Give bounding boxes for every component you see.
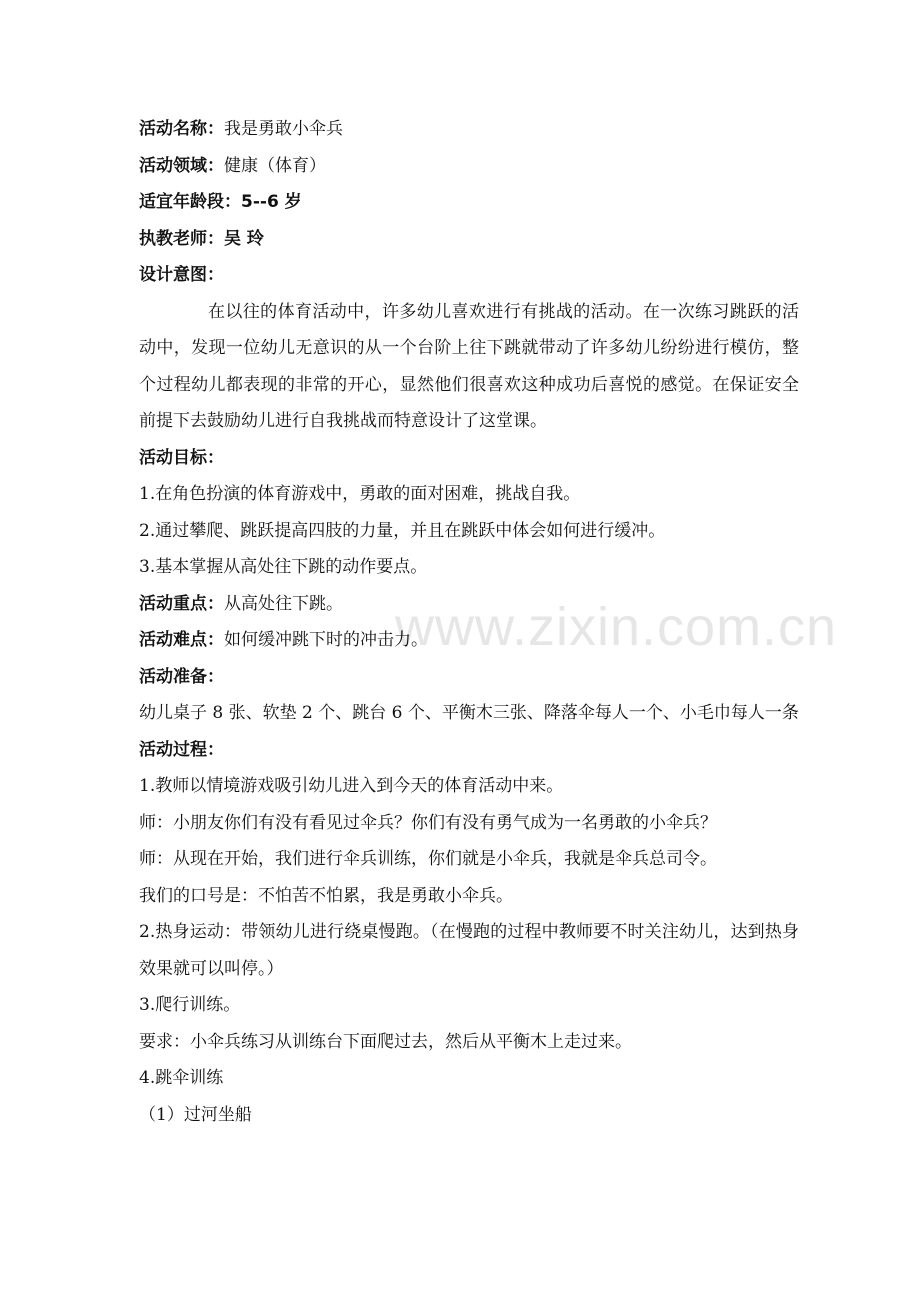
difficulty-value: 如何缓冲跳下时的冲击力。 <box>224 630 428 650</box>
difficulty-line <box>139 622 799 659</box>
key-point-value: 从高处往下跳。 <box>224 593 343 614</box>
goal-item: 3.基本掌握从高处往下跳的动作要点。 <box>139 557 428 577</box>
goal-item: 2.通过攀爬、跳跃提高四肢的力量，并且在跳跃中体会如何进行缓冲。 <box>139 520 666 541</box>
age-range-label: 适宜年龄段： <box>139 192 241 212</box>
preparation-heading <box>139 659 799 696</box>
process-step: 1.教师以情境游戏吸引幼儿进入到今天的体育活动中来。 <box>139 776 564 796</box>
teacher-value: 吴 玲 <box>224 228 264 249</box>
goal-item: 1.在角色扮演的体育游戏中，勇敢的面对困难，挑战自我。 <box>139 484 581 504</box>
teacher-line <box>139 221 799 258</box>
watermark: www.zixin.com.cn <box>395 597 838 657</box>
age-range-line <box>139 184 799 221</box>
process-step: 2.热身运动：带领幼儿进行绕桌慢跑。（在慢跑的过程中教师要不时关注幼儿，达到热身效果就可以叫停。） <box>139 922 799 979</box>
activity-name-line <box>139 111 799 148</box>
process-substep: （1）过河坐船 <box>139 1104 252 1125</box>
difficulty-label: 活动难点： <box>139 630 224 650</box>
activity-domain-value: 健康（体育） <box>224 155 326 176</box>
age-range-value: 5--6 岁 <box>241 192 302 212</box>
key-point-line <box>139 586 799 623</box>
process-heading <box>139 732 799 769</box>
teacher-label: 执教老师： <box>139 228 224 249</box>
goals-heading <box>139 440 799 477</box>
document-body <box>139 111 799 1133</box>
activity-name-label: 活动名称： <box>139 119 224 139</box>
process-dialogue: 师：小朋友你们有没有看见过伞兵？你们有没有勇气成为一名勇敢的小伞兵？ <box>139 812 717 833</box>
preparation-label: 活动准备： <box>139 666 224 687</box>
activity-name-value: 我是勇敢小伞兵 <box>224 119 343 139</box>
activity-domain-line <box>139 148 799 185</box>
process-step: 3.爬行训练。 <box>139 995 241 1015</box>
preparation-text: 幼儿桌子 8 张、软垫 2 个、跳台 6 个、平衡木三张、降落伞每人一个、小毛巾每人一条 <box>139 703 799 723</box>
design-intent-heading <box>139 257 799 294</box>
key-point-label: 活动重点： <box>139 593 224 614</box>
design-intent-paragraph: 在以往的体育活动中，许多幼儿喜欢进行有挑战的活动。在一次练习跳跃的活动中，发现一位幼儿无意识的从一个台阶上往下跳就带动了许多幼儿纷纷进行模仿，整个过程幼儿都表现的非常的开心，显然他们很喜欢这种成功后喜悦的感觉。在保证安全前提下去鼓励幼儿进行自我挑战而特意设计了这堂课。 <box>139 301 799 431</box>
design-intent-label: 设计意图： <box>139 265 224 285</box>
process-step: 4.跳伞训练 <box>139 1068 224 1088</box>
process-dialogue: 师：从现在开始，我们进行伞兵训练，你们就是小伞兵，我就是伞兵总司令。 <box>139 849 717 869</box>
process-dialogue: 我们的口号是：不怕苦不怕累，我是勇敢小伞兵。 <box>139 885 513 906</box>
activity-domain-label: 活动领域： <box>139 155 224 176</box>
process-requirement: 要求：小伞兵练习从训练台下面爬过去，然后从平衡木上走过来。 <box>139 1031 632 1052</box>
process-label: 活动过程： <box>139 739 224 760</box>
goals-label: 活动目标： <box>139 447 224 468</box>
